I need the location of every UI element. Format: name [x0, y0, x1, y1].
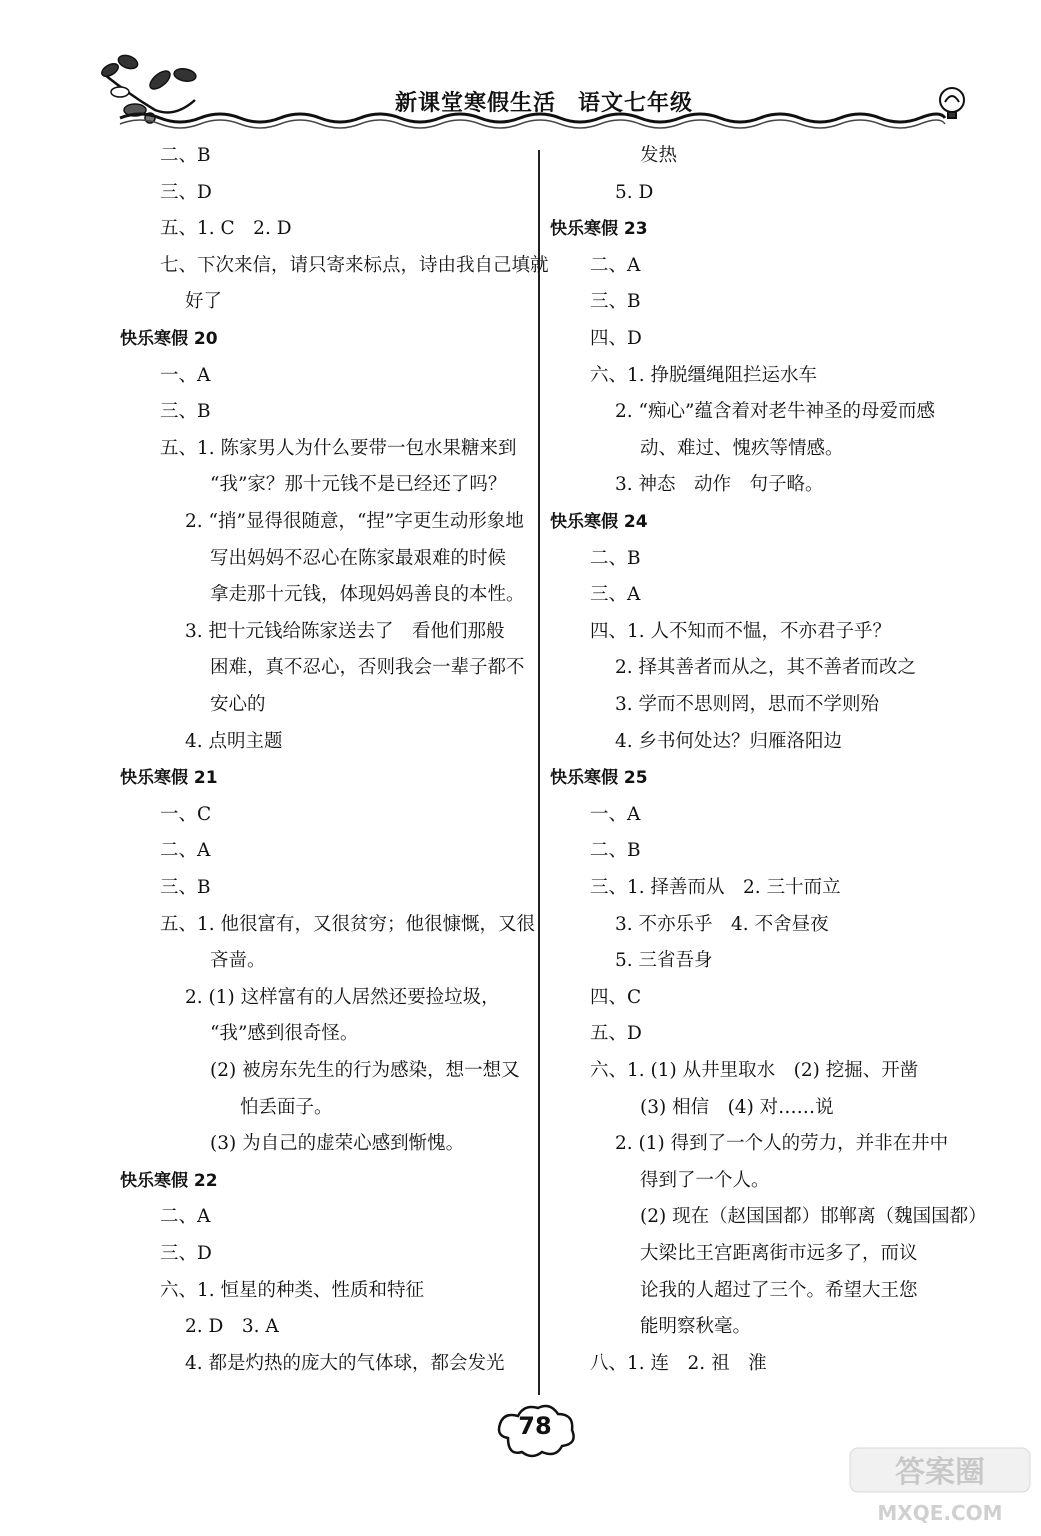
- section-heading: 快乐寒假 25: [550, 768, 648, 789]
- answer-line: 3. 把十元钱给陈家送去了 看他们那般: [185, 620, 505, 642]
- answer-line: 动、难过、愧疚等情感。: [640, 437, 844, 459]
- answer-line: 3. 神态 动作 句子略。: [615, 474, 824, 496]
- answer-line: 得到了一个人。: [640, 1169, 770, 1191]
- answer-line: 二、B: [590, 547, 641, 569]
- answer-line: 能明察秋毫。: [640, 1316, 752, 1338]
- answer-line: 二、B: [590, 840, 641, 862]
- answer-line: (2) 现在（赵国国都）邯郸离（魏国国都）: [640, 1206, 987, 1228]
- answer-line: 一、A: [590, 803, 641, 825]
- answer-line: 3. 学而不思则罔，思而不学则殆: [615, 694, 880, 715]
- answer-line: (3) 相信 (4) 对……说: [640, 1096, 834, 1118]
- section-heading: 快乐寒假 21: [120, 768, 218, 789]
- answer-line: 三、A: [590, 584, 641, 606]
- answer-line: 2. D 3. A: [185, 1316, 279, 1338]
- answer-line: 四、D: [590, 328, 642, 349]
- answer-line: (3) 为自己的虚荣心感到惭愧。: [210, 1133, 465, 1155]
- answer-line: 好了: [185, 291, 223, 313]
- answer-line: 二、A: [590, 254, 641, 276]
- answer-line: “我”家？那十元钱不是已经还了吗？: [210, 474, 507, 496]
- answer-line: 4. 点明主题: [185, 730, 283, 752]
- answer-line: 吝啬。: [210, 950, 266, 972]
- answer-line: 大梁比王宫距离街市远多了，而议: [640, 1243, 918, 1264]
- answer-line: 5. 三省吾身: [615, 950, 713, 972]
- answer-line: “我”感到很奇怪。: [210, 1023, 359, 1045]
- answer-line: 三、D: [160, 181, 212, 203]
- answer-line: 七、下次来信，请只寄来标点，诗由我自己填就: [160, 254, 549, 276]
- answer-line: 2. 择其善者而从之，其不善者而改之: [615, 657, 917, 679]
- answer-line: 2. (1) 这样富有的人居然还要捡垃圾，: [185, 986, 500, 1008]
- answer-line: 4. 都是灼热的庞大的气体球，都会发光: [185, 1352, 505, 1374]
- answer-line: 八、1. 连 2. 祖 淮: [590, 1352, 767, 1374]
- answer-line: 六、1. 恒星的种类、性质和特征: [160, 1279, 425, 1301]
- answer-line: 一、A: [160, 364, 211, 386]
- section-heading: 快乐寒假 22: [120, 1170, 218, 1191]
- answer-line: 五、1. C 2. D: [160, 218, 292, 240]
- answer-line: 五、D: [590, 1023, 642, 1045]
- section-heading: 快乐寒假 20: [120, 329, 218, 349]
- answer-line: 六、1. (1) 从井里取水 (2) 挖掘、开凿: [590, 1060, 919, 1081]
- subject-title: 语文七年级: [578, 91, 694, 116]
- answer-line: 安心的: [210, 694, 266, 715]
- section-heading: 快乐寒假 23: [550, 219, 648, 240]
- answer-line: 二、A: [160, 1206, 211, 1228]
- answer-line: 三、B: [590, 291, 641, 313]
- answer-line: 写出妈妈不忍心在陈家最艰难的时候: [210, 547, 507, 569]
- answer-line: 2. (1) 得到了一个人的劳力，并非在井中: [615, 1133, 949, 1155]
- lightbulb-icon: [940, 88, 964, 118]
- answer-line: 四、C: [590, 986, 642, 1008]
- watermark-logo: [845, 1440, 1035, 1530]
- answer-line: 2. “痴心”蕴含着对老牛神圣的母爱而感: [615, 401, 935, 423]
- answer-line: 三、D: [160, 1243, 212, 1264]
- answer-line: 三、1. 择善而从 2. 三十而立: [590, 877, 841, 898]
- book-title: 新课堂寒假生活: [395, 91, 557, 116]
- answer-line: 五、1. 他很富有，又很贫穷；他很慷慨，又很: [160, 913, 536, 935]
- answer-line: 五、1. 陈家男人为什么要带一包水果糖来到: [160, 437, 517, 459]
- answer-line: 2. “捎”显得很随意，“捏”字更生动形象地: [185, 511, 524, 532]
- answer-line: 发热: [640, 145, 678, 166]
- answer-line: (2) 被房东先生的行为感染，想一想又: [210, 1060, 520, 1081]
- answer-line: 四、1. 人不知而不愠，不亦君子乎？: [590, 620, 892, 642]
- column-divider: [538, 150, 540, 1395]
- answer-line: 拿走那十元钱，体现妈妈善良的本性。: [210, 584, 525, 606]
- answer-line: 一、C: [160, 803, 212, 825]
- page-number-badge: [490, 1400, 580, 1460]
- answer-line: 3. 不亦乐乎 4. 不舍昼夜: [615, 913, 829, 935]
- answer-line: 六、1. 挣脱缰绳阻拦运水车: [590, 364, 818, 386]
- answer-line: 5. D: [615, 181, 654, 203]
- answer-line: 困难，真不忍心，否则我会一辈子都不: [210, 657, 525, 679]
- answer-line: 怕丢面子。: [240, 1096, 333, 1118]
- section-heading: 快乐寒假 24: [550, 512, 648, 532]
- answer-line: 论我的人超过了三个。希望大王您: [640, 1279, 918, 1301]
- branch-leaves-icon: [100, 53, 197, 123]
- answer-line: 4. 乡书何处达？归雁洛阳边: [615, 730, 843, 752]
- header-title: [395, 86, 693, 117]
- answer-line: 二、A: [160, 840, 211, 862]
- answer-line: 三、B: [160, 401, 211, 423]
- page-number: 78: [518, 1412, 552, 1440]
- answer-line: 二、B: [160, 145, 211, 166]
- svg-text:答案圈: 答案圈: [895, 1455, 985, 1490]
- svg-text:MXQE.COM: MXQE.COM: [877, 1501, 1003, 1525]
- answer-line: 三、B: [160, 877, 211, 898]
